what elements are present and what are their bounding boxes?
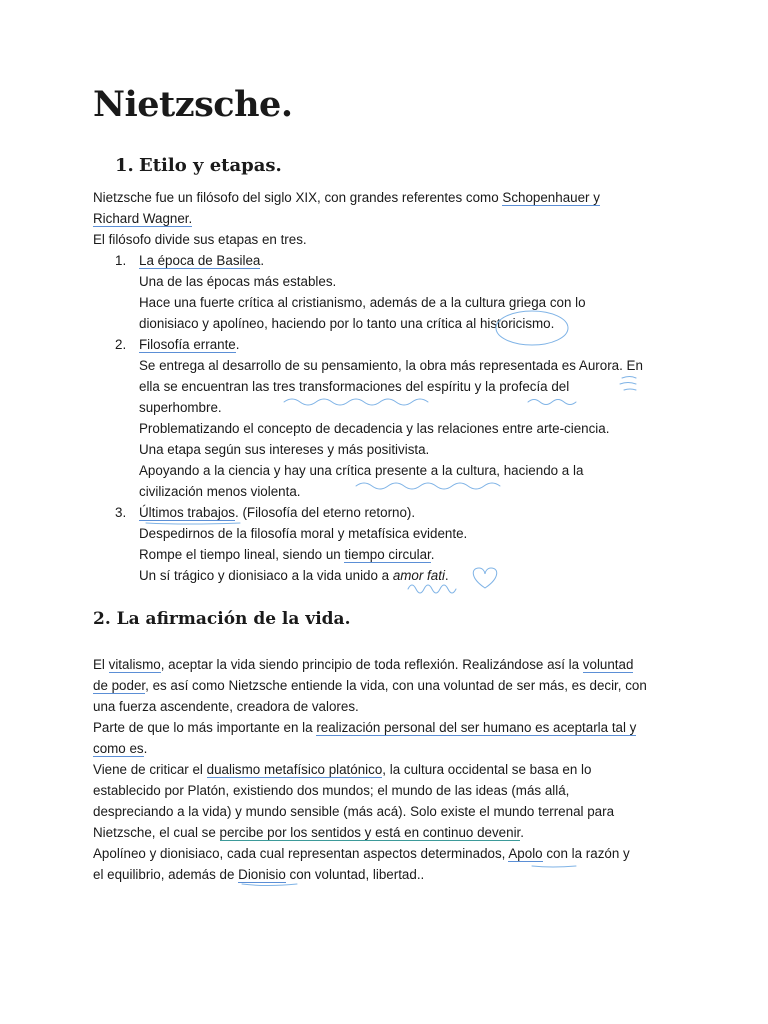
paragraph-line: El vitalismo, aceptar la vida siendo principio de toda reflexión. Realizándose así la voluntad — [93, 657, 634, 672]
highlight-voluntad: voluntad — [582, 657, 634, 672]
list-item-line: Un sí trágico y dionisiaco a la vida unido a amor fati. — [139, 568, 449, 583]
paragraph-line: como es. — [93, 741, 148, 756]
squiggle-annotation — [356, 483, 500, 489]
highlight-ultimos: Últimos trabajos — [139, 505, 235, 520]
highlight-dualismo: dualismo metafísico platónico — [206, 762, 383, 777]
list-item-line: Apoyando a la ciencia y hay una crítica presente a la cultura, haciendo a la — [139, 463, 584, 478]
list-item-line: ella se encuentran las tres transformaciones del espíritu y la profecía del — [139, 379, 570, 394]
section-1-heading — [115, 155, 282, 176]
page-title: Nietzsche. — [93, 84, 293, 125]
section-1-title: Etilo y etapas. — [139, 155, 282, 176]
paragraph-line: Viene de criticar el dualismo metafísico platónico, la cultura occidental se basa en lo — [93, 762, 592, 777]
paragraph-line: una fuerza ascendente, creadora de valores. — [93, 699, 359, 714]
intro-line-3: El filósofo divide sus etapas en tres. — [93, 232, 307, 247]
paragraph-line: establecido por Platón, existiendo dos mundos; el mundo de las ideas (más allá, — [93, 783, 570, 798]
section-1-number: 1. — [115, 155, 134, 176]
paragraph-line: Parte de que lo más importante en la realización personal del ser humano es aceptarla tal y — [93, 720, 637, 735]
list-item-line: civilización menos violenta. — [139, 484, 301, 499]
list-item-heading-1: La época de Basilea. — [139, 253, 265, 268]
list-item-heading-3: Últimos trabajos. (Filosofía del eterno retorno). — [139, 505, 416, 520]
list-item-line: superhombre. — [139, 400, 222, 415]
list-item-line: Una etapa según sus intereses y más positivista. — [139, 442, 430, 457]
list-number-3: 3. — [115, 505, 127, 520]
highlight-apolo: Apolo — [508, 846, 543, 861]
squiggle-annotation — [620, 377, 636, 391]
highlight-errante: Filosofía errante — [139, 337, 236, 352]
paragraph-line: de poder, es así como Nietzsche entiende la vida, con una voluntad de ser más, es decir, con — [93, 678, 647, 693]
paragraph-line: Apolíneo y dionisiaco, cada cual representan aspectos determinados, Apolo con la razón y — [93, 846, 630, 861]
squiggle-annotation — [408, 585, 456, 593]
highlight-dionisio: Dionisio — [238, 867, 286, 882]
intro-line-1: Nietzsche fue un filósofo del siglo XIX, con grandes referentes como Schopenhauer y — [93, 190, 600, 205]
paragraph-line: Nietzsche, el cual se percibe por los sentidos y está en continuo devenir. — [93, 825, 524, 840]
list-item-line: Hace una fuerte crítica al cristianismo, además de a la cultura griega con lo — [139, 295, 586, 310]
squiggle-annotation — [284, 399, 428, 405]
highlight-schopenhauer: Schopenhauer y — [502, 190, 600, 205]
highlight-wagner: Richard Wagner. — [93, 211, 193, 226]
highlight-realizacion: realización personal del ser humano es aceptarla tal y — [316, 720, 637, 735]
list-item-line: Despedirnos de la filosofía moral y metafísica evidente. — [139, 526, 468, 541]
paragraph-line: despreciando a la vida) y mundo sensible (más acá). Solo existe el mundo terrenal para — [93, 804, 615, 819]
list-item-line: dionisiaco y apolíneo, haciendo por lo tanto una crítica al historicismo. — [139, 316, 555, 331]
intro-line-2 — [93, 208, 192, 229]
highlight-tiempo-circular: tiempo circular — [344, 547, 431, 562]
highlight-como-es: como es — [93, 741, 144, 756]
list-item-line: Se entrega al desarrollo de su pensamiento, la obra más representada es Aurora. En — [139, 358, 643, 373]
heart-icon — [473, 568, 496, 588]
list-number-2: 2. — [115, 337, 127, 352]
paragraph-line: el equilibrio, además de Dionisio con voluntad, libertad.. — [93, 867, 425, 882]
highlight-devenir: percibe por los sentidos y está en continuo devenir — [219, 825, 521, 840]
highlight-vitalismo: vitalismo — [108, 657, 161, 672]
list-item-heading-2: Filosofía errante. — [139, 337, 240, 352]
list-item-line: Una de las épocas más estables. — [139, 274, 337, 289]
section-2-heading: 2. La afirmación de la vida. — [93, 609, 351, 629]
underline-annotation — [532, 866, 576, 867]
amor-fati: amor fati — [392, 568, 445, 583]
list-item-line: Problematizando el concepto de decadencia y las relaciones entre arte-ciencia. — [139, 421, 610, 436]
list-number-1: 1. — [115, 253, 127, 268]
highlight-de-poder: de poder — [93, 678, 146, 693]
list-item-line: Rompe el tiempo lineal, siendo un tiempo circular. — [139, 547, 435, 562]
squiggle-annotation — [528, 400, 576, 405]
highlight-basilea: La época de Basilea — [139, 253, 261, 268]
